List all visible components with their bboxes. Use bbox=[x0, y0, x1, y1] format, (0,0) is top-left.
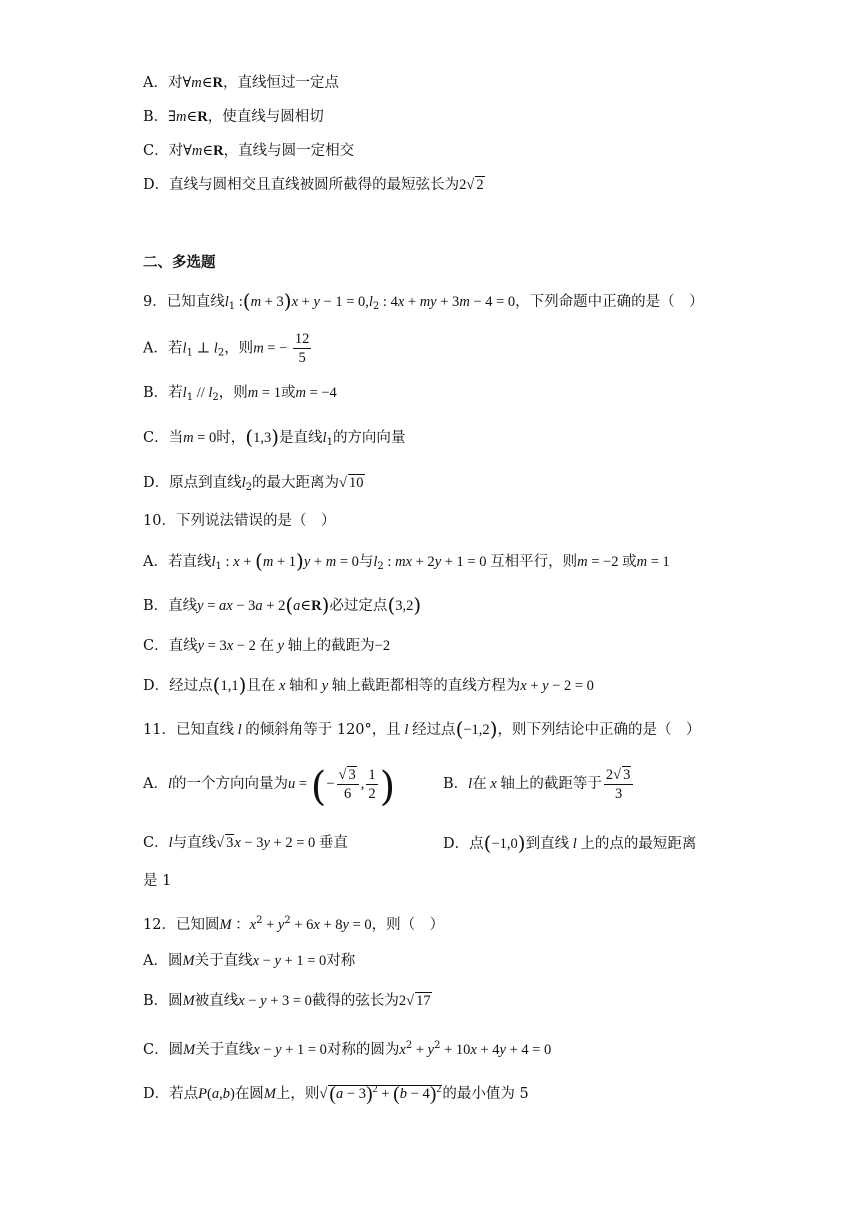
q12-option-a: A．圆M关于直线x − y + 1 = 0对称 bbox=[143, 953, 356, 969]
question-number: 10． bbox=[143, 513, 176, 529]
section-title: 二、多选题 bbox=[143, 254, 216, 271]
q10-stem: 10．下列说法错误的是（ ） bbox=[143, 513, 336, 529]
q9-option-d: D．原点到直线$l_2$的最大距离为√ 10 bbox=[143, 475, 364, 493]
q9-option-c: C．当m = 0时，(1,3)是直线$l_1$的方向向量 bbox=[143, 425, 406, 449]
q11-option-d: D．点(−1,0)到直线 l 上的点的最短距离 bbox=[443, 831, 697, 855]
q12-stem: 12．已知圆M ：$x^2 + y^2 + 6x + 8y = 0$，则（ ） bbox=[143, 915, 445, 933]
q12-option-c: C．圆M关于直线x − y + 1 = 0对称的圆为$x^2 + y^2 + 10x + 4y + 4 = 0$ bbox=[143, 1040, 552, 1058]
q11-option-d-continuation: 是 1 bbox=[143, 873, 172, 889]
q10-option-d: D．经过点(1,1)且在 x 轴和 y 轴上截距都相等的直线方程为x + y − 2 = 0 bbox=[143, 673, 594, 697]
q10-option-a: A．若直线$l_1$ : x + (m + 1)y + m = 0与$l_2$ : mx + 2y + 1 = 0 互相平行，则m = −2 或m = 1 bbox=[143, 549, 670, 573]
q11-option-b: B．l在 x 轴上的截距等于 $\frac{2√ 3}{3}$ bbox=[443, 764, 635, 804]
q11-stem: 11．已知直线 l 的倾斜角等于 120°，且 l 经过点(−1,2)，则下列结论中正确的是（ ） bbox=[143, 717, 701, 741]
q12-option-d: D．若点P(a,b)在圆M上，则√ $(a - 3)^2 + (b - 4)^2$的最小值为 5 bbox=[143, 1083, 529, 1105]
question-number: 11． bbox=[143, 722, 176, 738]
q8-option-b: B．∃m∈R，使直线与圆相切 bbox=[143, 109, 324, 125]
q10-option-c: C．直线y = 3x − 2 在 y 轴上的截距为−2 bbox=[143, 638, 391, 654]
q9-option-b: B．若$l_1 // l_2$，则m = 1或m = −4 bbox=[143, 385, 337, 403]
question-number: 12． bbox=[143, 917, 176, 933]
q9-stem: 9．已知直线$l_1$ :(m + $3)x + y - 1 = 0,l_2$ : 4x + my + 3m − 4 = 0，下列命题中正确的是（ ） bbox=[143, 289, 704, 313]
q8-option-d: D．直线与圆相交且直线被圆所截得的最短弦长为2√ 2 bbox=[143, 177, 484, 193]
q12-option-b: B．圆M被直线x − y + 3 = 0截得的弦长为2√ 17 bbox=[143, 993, 431, 1009]
question-number: 9． bbox=[143, 294, 167, 310]
q9-option-a: A．若$l_1$ ⊥ $l_2$，则m = − $\frac{12}{5}$ bbox=[143, 331, 310, 366]
q11-option-a: A．l的一个方向向量为u = (− $\frac{√ 3}{6}$ , $\frac{1}{2}$ ) bbox=[143, 764, 396, 810]
q8-option-a: A．对∀m∈R，直线恒过一定点 bbox=[143, 75, 339, 91]
option-label: A． bbox=[143, 75, 168, 91]
q8-option-c: C．对∀m∈R，直线与圆一定相交 bbox=[143, 143, 355, 159]
q11-option-c: C．l与直线√ 3x − 3y + 2 = 0 垂直 bbox=[143, 835, 348, 851]
q10-option-b: B．直线y = ax − 3a + 2(a∈R)必过定点(3,2) bbox=[143, 593, 422, 617]
